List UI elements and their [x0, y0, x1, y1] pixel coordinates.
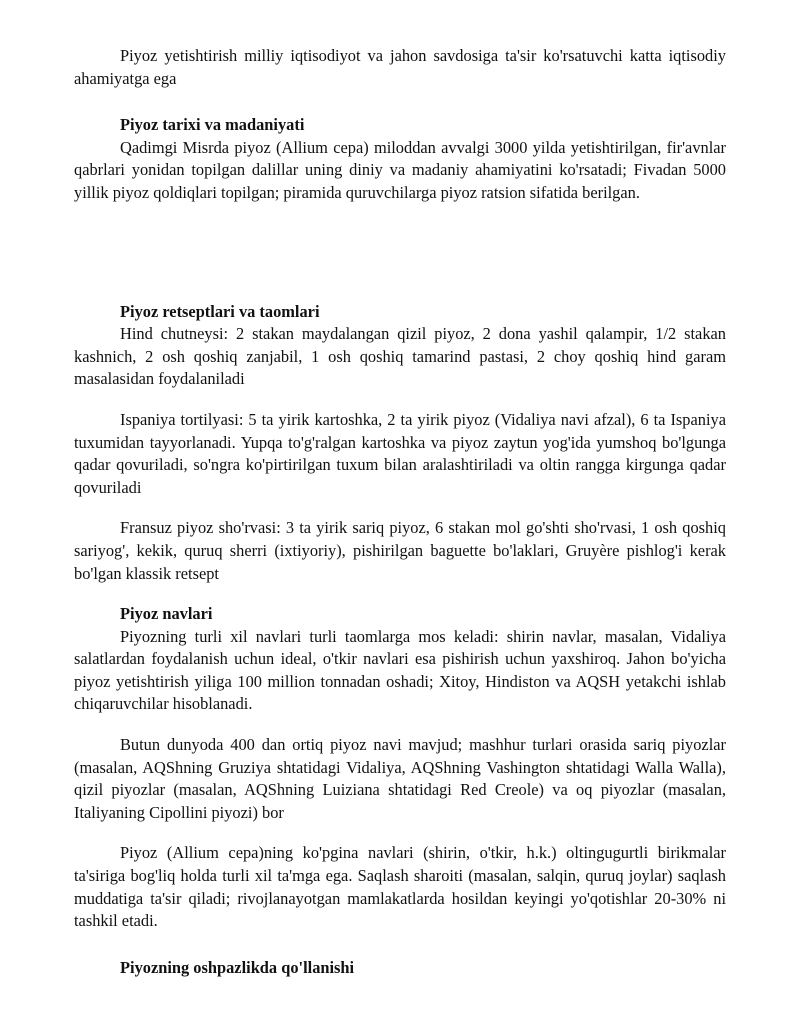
- recipe-tortilla-paragraph: Ispaniya tortilyasi: 5 ta yirik kartoshka, 2 ta yirik piyoz (Vidaliya navi afzal), 6 ta Ispaniya tuxumidan tayyorlanadi. Yupqa to'g'ralgan kartoshka va piyoz zaytun yog'ida yumshoq bo'lgunga qadar qovuriladi, so'ngra ko'pirtirilgan tuxum bilan aralashtiriladi va oltin rangga kirgunga qadar qovuriladi: [74, 409, 726, 497]
- varieties-paragraph-3: Piyoz (Allium cepa)ning ko'pgina navlari (shirin, o'tkir, h.k.) oltingugurtli birikmalar ta'siriga bog'liq holda turli xil ta'mga ega. Saqlash sharoiti (masalan, salqin, quruq joylar) saqlash muddatiga ta'sir qiladi; rivojlanayotgan mamlakatlarda hosildan keyingi yo'qotishlar 20-30% ni tashkil etadi.: [74, 843, 726, 931]
- history-paragraph: Qadimgi Misrda piyoz (Allium cepa) miloddan avvalgi 3000 yilda yetishtirilgan, fir'avnlar qabrlari yonidan topilgan dalillar uning diniy va madaniy ahamiyatini ko'rsatadi; Fivadan 5000 yillik piyoz qoldiqlari topilgan; piramida quruvchilarga piyoz ratsion sifatida berilgan.: [74, 137, 726, 202]
- heading-history: Piyoz tarixi va madaniyati: [120, 115, 305, 135]
- varieties-paragraph-1: Piyozning turli xil navlari turli taomlarga mos keladi: shirin navlar, masalan, Vidaliya salatlardan foydalanish uchun ideal, o'tkir navlari esa pishirish uchun yaxshiroq. Jahon bo'yicha piyoz yetishtirish yiliga 100 million tonnadan oshadi; Xitoy, Hindiston va AQSH yetakchi ishlab chiqaruvchilar hisoblanadi.: [74, 626, 726, 714]
- varieties-paragraph-2: Butun dunyoda 400 dan ortiq piyoz navi mavjud; mashhur turlari orasida sariq piyozlar (masalan, AQShning Gruziya shtatidagi Vidaliya, AQShning Vashington shtatidagi Walla Walla), qizil piyozlar (masalan, AQShning Luiziana shtatidagi Red Creole) va oq piyozlar (masalan, Italiyaning Cipollini piyozi) bor: [74, 735, 726, 822]
- heading-culinary-use: Piyozning oshpazlikda qo'llanishi: [120, 957, 355, 977]
- recipe-chutney-paragraph: Hind chutneysi: 2 stakan maydalangan qizil piyoz, 2 dona yashil qalampir, 1/2 stakan kashnich, 2 osh qoshiq zanjabil, 1 osh qoshiq tamarind pastasi, 2 choy qoshiq hind garam masalasidan foydalaniladi: [74, 324, 726, 389]
- recipe-soup-paragraph: Fransuz piyoz sho'rvasi: 3 ta yirik sariq piyoz, 6 stakan mol go'shti sho'rvasi, 1 osh qoshiq sariyog', kekik, quruq sherri (ixtiyoriy), pishirilgan baguette bo'laklari, Gruyère pishlog'i kerak bo'lgan klassik retsept: [74, 518, 726, 583]
- heading-recipes: Piyoz retseptlari va taomlari: [120, 301, 320, 321]
- heading-varieties: Piyoz navlari: [120, 604, 213, 624]
- intro-paragraph: Piyoz yetishtirish milliy iqtisodiyot va jahon savdosiga ta'sir ko'rsatuvchi katta iqtisodiy ahamiyatga ega: [74, 46, 726, 88]
